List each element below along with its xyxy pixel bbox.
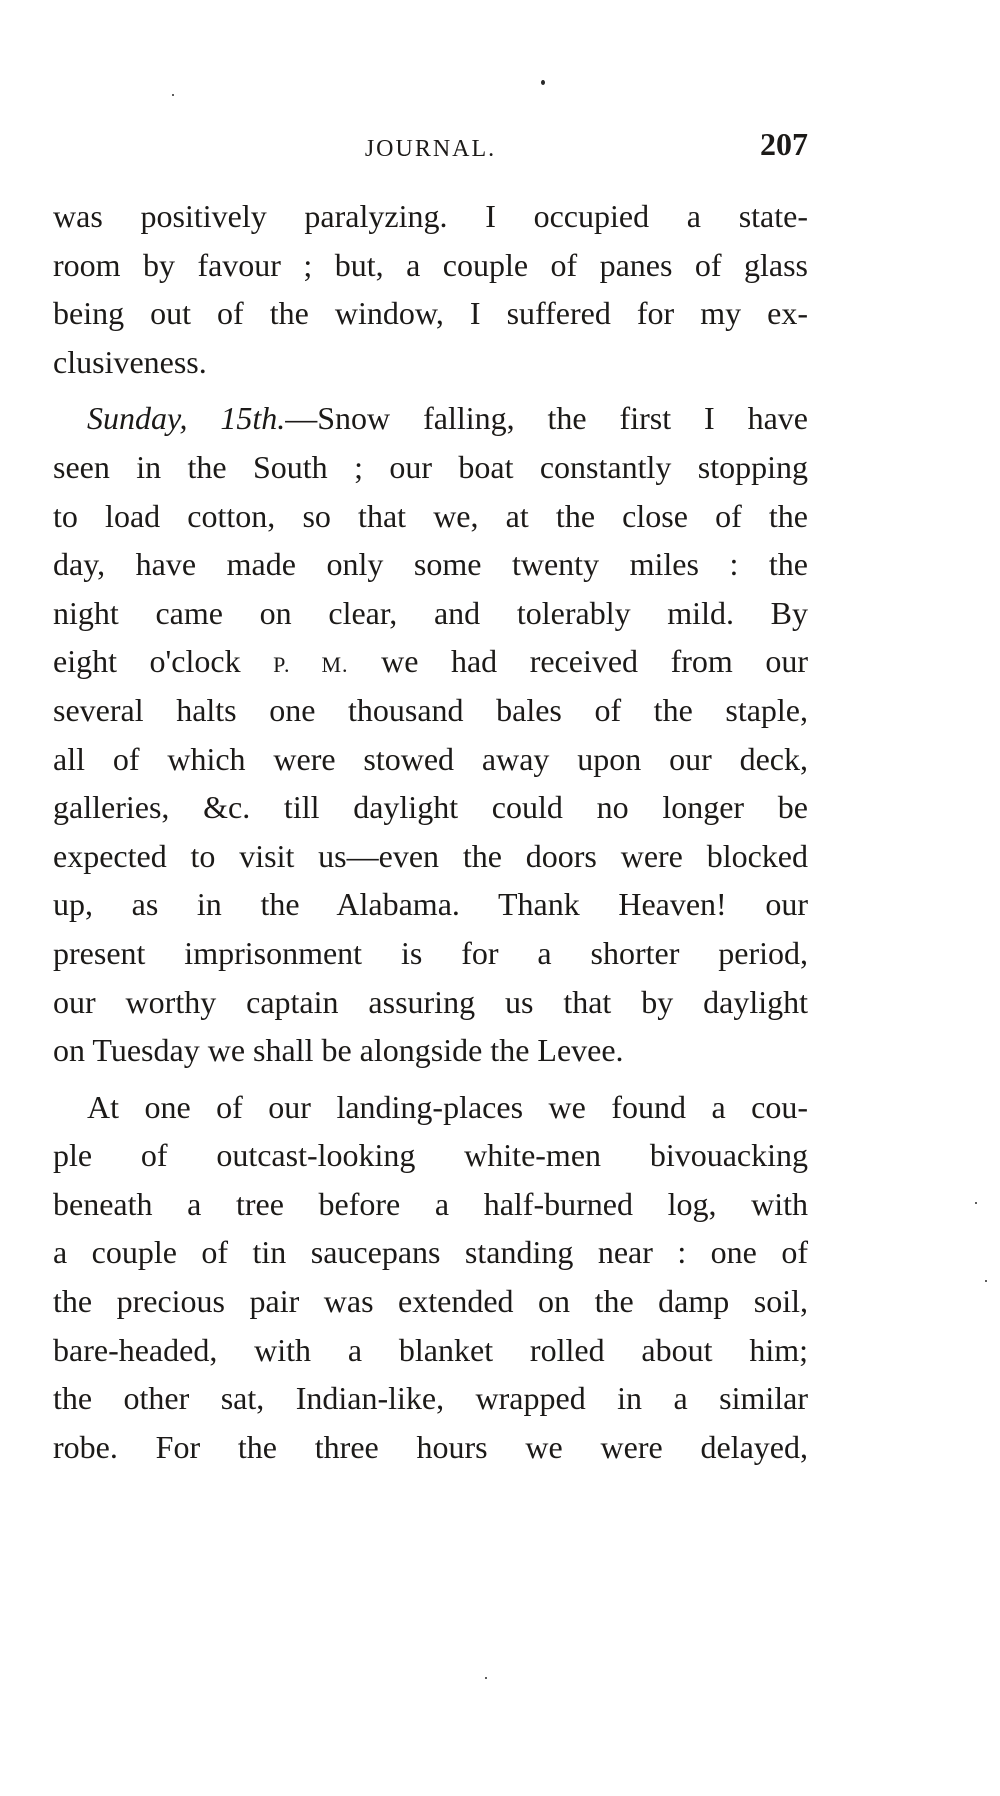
- text-line-with-date: [53, 394, 808, 443]
- running-head: JOURNAL.: [364, 136, 497, 162]
- text-line: was positively paralyzing. I occupied a state-: [53, 198, 808, 234]
- text-segment: we had received from our: [348, 643, 809, 680]
- text-line: a couple of tin saucepans standing near : one of: [53, 1234, 808, 1271]
- text-line: At one of our landing-places we found a cou-: [87, 1088, 808, 1125]
- body-text: [53, 192, 808, 1471]
- text-line: galleries, &c. till daylight could no longer be: [53, 789, 808, 826]
- text-line: expected to visit us—even the doors were blocked: [53, 837, 808, 874]
- text-line-with-time: [53, 637, 808, 686]
- text-line: day, have made only some twenty miles : the: [53, 546, 808, 583]
- ink-speck: [172, 94, 174, 96]
- text-line: our worthy captain assuring us that by daylight: [53, 983, 808, 1020]
- text-line: all of which were stowed away upon our deck,: [53, 740, 808, 777]
- text-line: several halts one thousand bales of the staple,: [53, 691, 808, 728]
- page-header: [53, 128, 808, 168]
- text-segment: —Snow falling, the first I have: [285, 400, 808, 437]
- text-line: up, as in the Alabama. Thank Heaven! our: [53, 886, 808, 923]
- ink-speck: [975, 1202, 977, 1204]
- text-segment: eight o'clock: [53, 643, 274, 680]
- text-line: on Tuesday we shall be alongside the Levee.: [53, 1032, 624, 1069]
- page-number: 207: [760, 126, 808, 162]
- text-line: ple of outcast-looking white-men bivouacking: [53, 1137, 808, 1174]
- text-line: being out of the window, I suffered for my ex-: [53, 295, 808, 332]
- text-line: room by favour ; but, a couple of panes of glass: [53, 246, 808, 283]
- text-line: present imprisonment is for a shorter period,: [53, 934, 808, 971]
- ink-speck: [485, 1677, 487, 1679]
- text-line: the other sat, Indian-like, wrapped in a similar: [53, 1380, 808, 1417]
- text-line: to load cotton, so that we, at the close of the: [53, 497, 808, 534]
- date-day: 15th.: [220, 400, 286, 437]
- date-weekday: Sunday,: [87, 400, 188, 437]
- paragraph-gap: [53, 386, 808, 394]
- text-line: seen in the South ; our boat constantly stopping: [53, 448, 808, 485]
- text-line: the precious pair was extended on the damp soil,: [53, 1283, 808, 1320]
- text-line: bare-headed, with a blanket rolled about him;: [53, 1331, 808, 1368]
- ink-speck: [541, 80, 545, 85]
- ink-speck: [985, 1280, 987, 1282]
- text-line: night came on clear, and tolerably mild. By: [53, 594, 808, 631]
- paragraph-gap: [53, 1075, 808, 1083]
- time-abbreviation: P. M.: [273, 652, 349, 678]
- text-line: beneath a tree before a half-burned log, with: [53, 1185, 808, 1222]
- text-line: clusiveness.: [53, 343, 207, 380]
- text-line: robe. For the three hours we were delayed,: [53, 1428, 808, 1465]
